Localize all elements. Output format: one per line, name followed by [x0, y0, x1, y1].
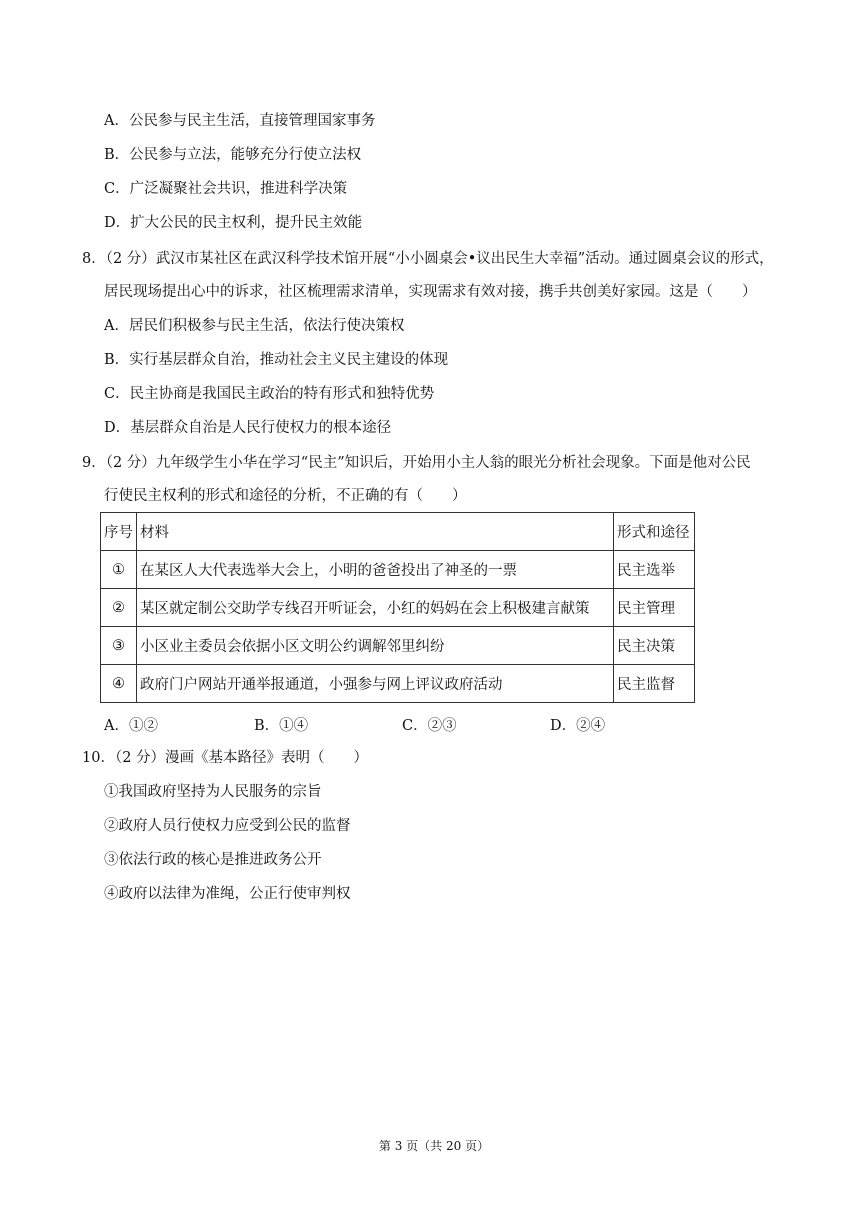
q9-choice-d: D．②④ [550, 718, 606, 734]
table-row [101, 665, 695, 703]
q10-statement-2: ②政府人员行使权力应受到公民的监督 [104, 818, 351, 834]
q9-choice-c: C．②③ [402, 718, 457, 734]
row-material: 政府门户网站开通举报通道，小强参与网上评议政府活动 [137, 665, 614, 703]
row-form: 民主决策 [614, 627, 695, 665]
q8-option-c: C．民主协商是我国民主政治的特有形式和独特优势 [104, 386, 435, 402]
q8-stem-line1: 8．（2 分）武汉市某社区在武汉科学技术馆开展“小小圆桌会•议出民生大幸福”活动。通过圆桌会议的形式， [82, 251, 774, 267]
q7-option-c: C．广泛凝聚社会共识，推进科学决策 [104, 181, 348, 197]
q10-statement-4: ④政府以法律为准绳，公正行使审判权 [104, 886, 351, 902]
row-number: ③ [101, 627, 137, 665]
q7-option-a: A．公民参与民主生活，直接管理国家事务 [104, 113, 376, 129]
q9-stem-line2: 行使民主权利的形式和途径的分析，不正确的有（ ） [104, 488, 467, 504]
row-material: 某区就定制公交助学专线召开听证会，小红的妈妈在会上积极建言献策 [137, 589, 614, 627]
q10-statement-1: ①我国政府坚持为人民服务的宗旨 [104, 784, 322, 800]
q10-statement-3: ③依法行政的核心是推进政务公开 [104, 852, 322, 868]
table-row [101, 589, 695, 627]
table-row [101, 551, 695, 589]
row-number: ① [101, 551, 137, 589]
q9-choice-a: A．①② [104, 718, 158, 734]
row-number: ② [101, 589, 137, 627]
q8-option-b: B．实行基层群众自治，推动社会主义民主建设的体现 [104, 352, 449, 368]
table-header-row [101, 513, 695, 551]
row-form: 民主选举 [614, 551, 695, 589]
q10-stem: 10．（2 分）漫画《基本路径》表明（ ） [82, 750, 369, 766]
q8-stem-line2: 居民现场提出心中的诉求，社区梳理需求清单，实现需求有效对接，携手共创美好家园。这是（ ） [104, 284, 757, 300]
row-form: 民主监督 [614, 665, 695, 703]
q9-stem-line1: 9．（2 分）九年级学生小华在学习“民主”知识后，开始用小主人翁的眼光分析社会现象。下面是他对公民 [82, 455, 751, 471]
q9-choice-b: B．①④ [254, 718, 309, 734]
q7-option-b: B．公民参与立法，能够充分行使立法权 [104, 147, 362, 163]
header-material: 材料 [137, 513, 614, 551]
table-row [101, 627, 695, 665]
row-material: 小区业主委员会依据小区文明公约调解邻里纠纷 [137, 627, 614, 665]
q8-option-a: A．居民们积极参与民主生活，依法行使决策权 [104, 318, 405, 334]
q7-option-d: D．扩大公民的民主权利，提升民主效能 [104, 215, 363, 231]
header-number: 序号 [101, 513, 137, 551]
row-number: ④ [101, 665, 137, 703]
q9-choices [104, 716, 624, 736]
row-form: 民主管理 [614, 589, 695, 627]
header-form: 形式和途径 [614, 513, 695, 551]
q9-table [100, 512, 695, 703]
row-material: 在某区人大代表选举大会上，小明的爸爸投出了神圣的一票 [137, 551, 614, 589]
q8-option-d: D．基层群众自治是人民行使权力的根本途径 [104, 420, 392, 436]
page-footer: 第 3 页（共 20 页） [378, 1139, 490, 1153]
